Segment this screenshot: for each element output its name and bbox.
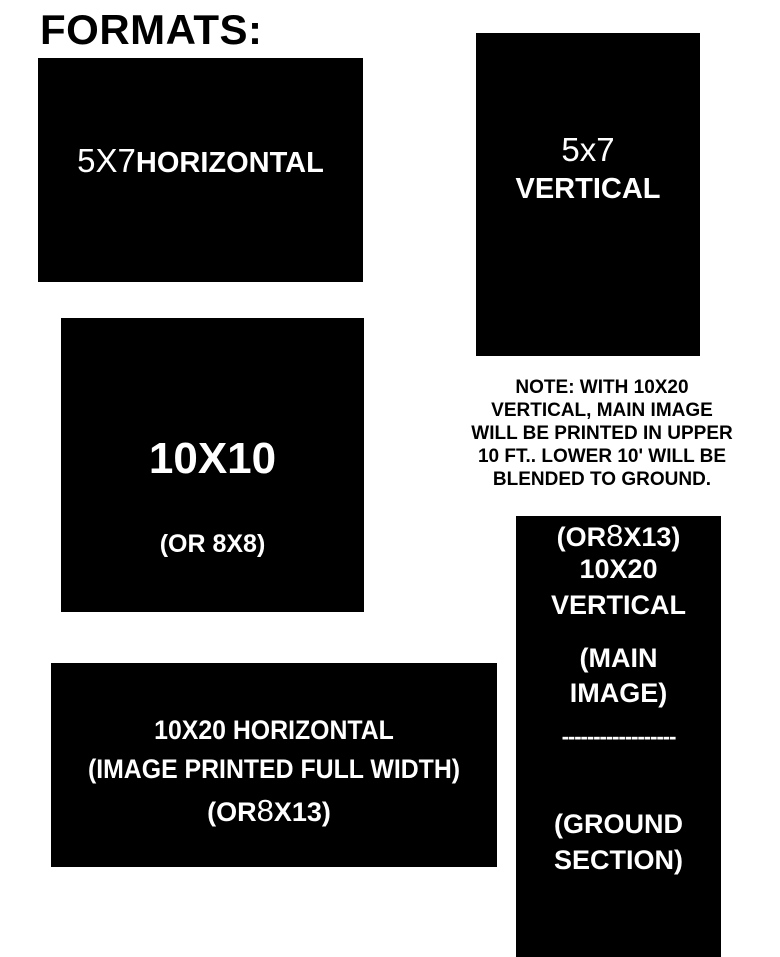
note-line: 10 FT.. LOWER 10' WILL BE xyxy=(477,446,727,467)
format-orientation: VERTICAL xyxy=(551,590,686,620)
format-5x7-horizontal xyxy=(38,58,363,282)
format-title: 10X20 HORIZONTAL xyxy=(154,715,394,745)
section-divider: ------------------ xyxy=(561,724,676,749)
alt-num: 8 xyxy=(256,793,274,828)
format-10x20-vertical xyxy=(516,516,721,957)
ground-section-label-1: (GROUND xyxy=(554,809,683,839)
page-title: FORMATS: xyxy=(40,6,263,53)
alt-open: (OR xyxy=(207,797,257,827)
alt-close: X13) xyxy=(273,797,331,827)
format-description: (IMAGE PRINTED FULL WIDTH) xyxy=(87,754,461,784)
vertical-note xyxy=(428,376,776,491)
ground-section-label-2: SECTION) xyxy=(553,845,683,875)
alt-open: (OR xyxy=(556,522,607,552)
format-orientation: HORIZONTAL xyxy=(135,147,324,179)
format-5x7-vertical xyxy=(476,33,700,356)
note-line: WILL BE PRINTED IN UPPER xyxy=(471,423,733,444)
format-alt-size xyxy=(41,793,497,829)
format-10x20-horizontal xyxy=(51,663,497,867)
main-image-label-1: (MAIN xyxy=(579,643,658,673)
alt-close: X13) xyxy=(623,522,681,552)
format-orientation: VERTICAL xyxy=(515,173,661,205)
format-size: 10X10 xyxy=(148,434,277,483)
format-5x7-horizontal-label xyxy=(38,142,363,180)
format-alt-size: (OR 8X8) xyxy=(159,530,266,558)
note-line: VERTICAL, MAIN IMAGE xyxy=(491,400,713,421)
format-10x10 xyxy=(61,318,364,612)
format-size: 5x7 xyxy=(561,131,615,168)
note-line: BLENDED TO GROUND. xyxy=(492,469,712,490)
format-alt-size xyxy=(516,518,721,554)
format-size: 5X7 xyxy=(77,142,136,179)
note-line: NOTE: WITH 10X20 xyxy=(515,377,689,398)
format-size: 10X20 xyxy=(579,554,658,584)
main-image-label-2: IMAGE) xyxy=(569,678,668,708)
alt-num: 8 xyxy=(606,518,624,553)
